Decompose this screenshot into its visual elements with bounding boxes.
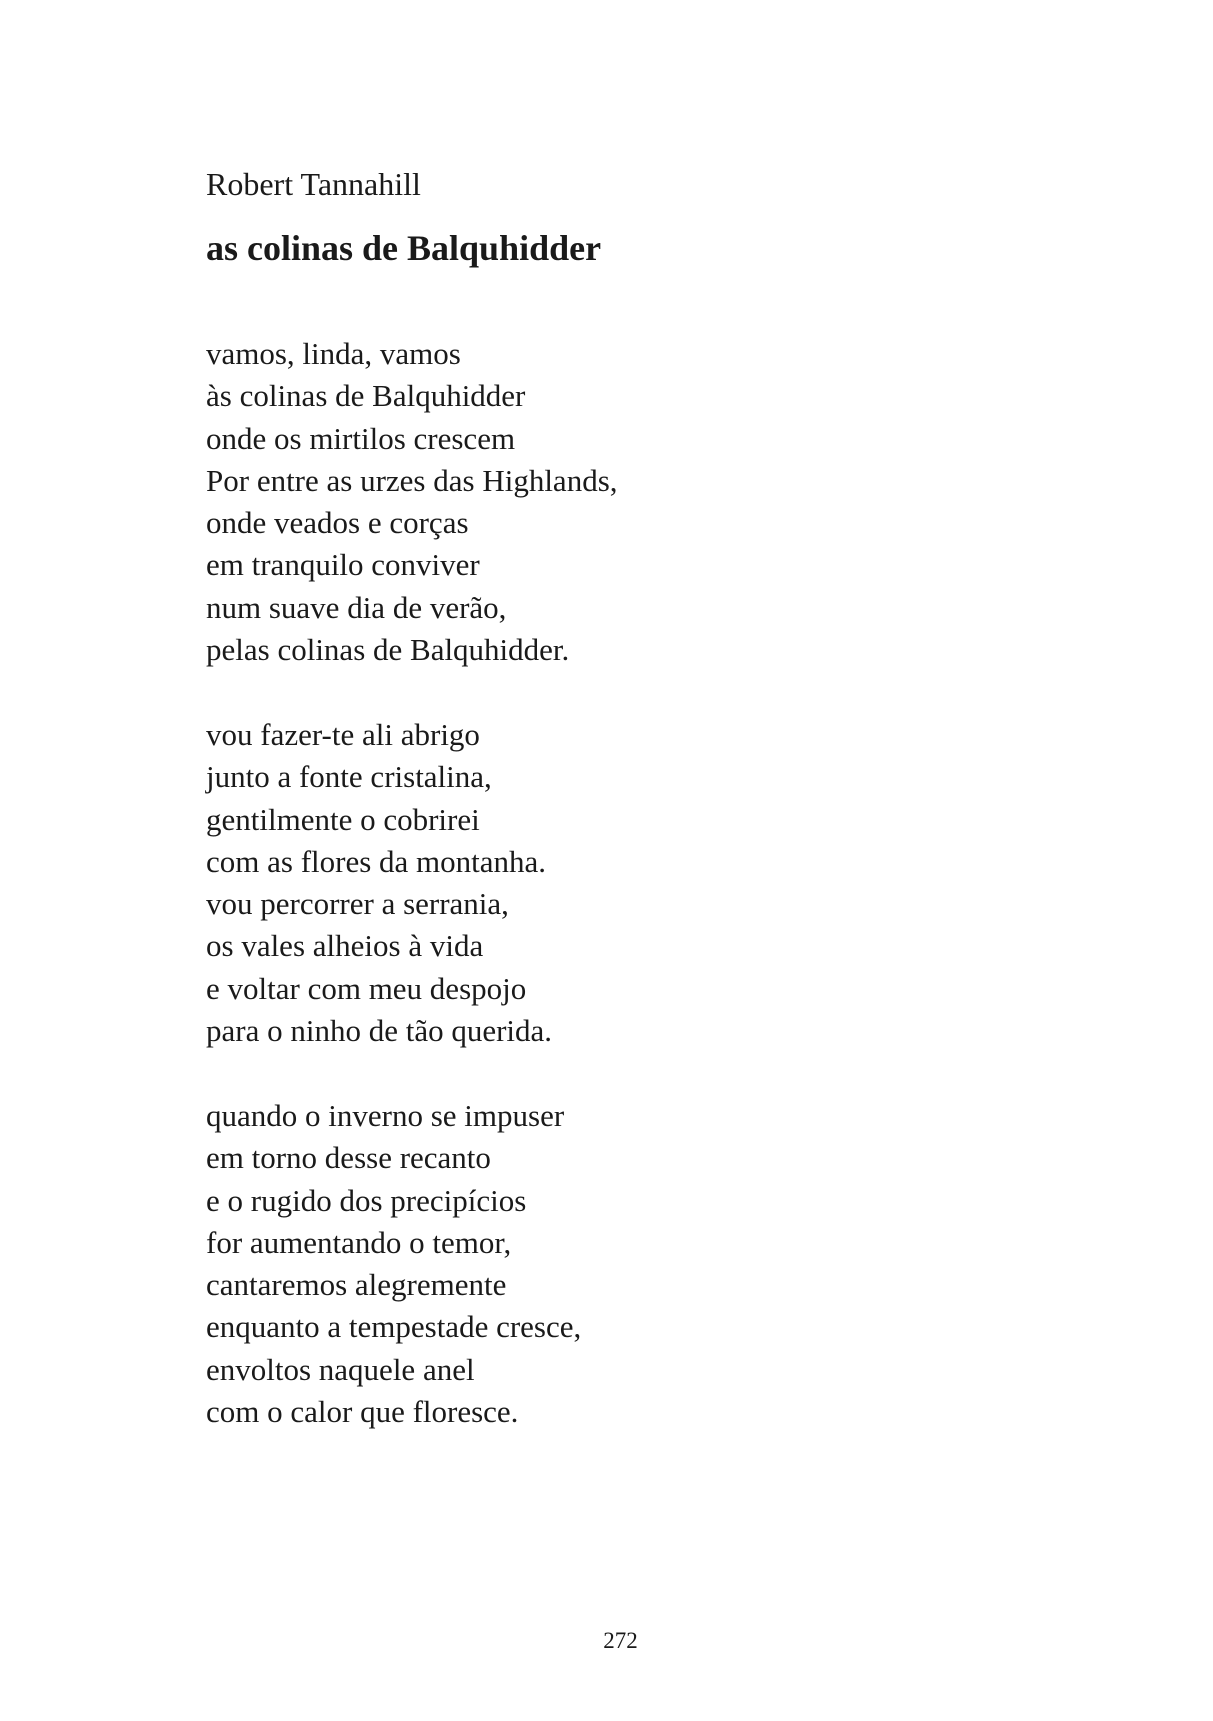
stanza-3 (206, 1095, 581, 1433)
poem-line: e o rugido dos precipícios (206, 1182, 527, 1218)
poem-line: os vales alheios à vida (206, 928, 484, 964)
poem-line: onde veados e corças (206, 505, 469, 541)
poem-line: em torno desse recanto (206, 1140, 491, 1176)
poem-line: pelas colinas de Balquhidder. (206, 632, 570, 668)
poem-line: junto a fonte cristalina, (206, 759, 492, 795)
poem-line: enquanto a tempestade cresce, (206, 1309, 582, 1345)
poem-line: e voltar com meu despojo (206, 970, 527, 1006)
poem-line: quando o inverno se impuser (206, 1098, 565, 1133)
poem-line: gentilmente o cobrirei (206, 801, 480, 837)
poem-line: às colinas de Balquhidder (206, 378, 526, 414)
stanza-2 (206, 714, 552, 1052)
poem-line: onde os mirtilos crescem (206, 420, 516, 456)
page-number: 272 (603, 1628, 638, 1653)
poem-author: Robert Tannahill (206, 166, 421, 202)
poem-line: envoltos naquele anel (206, 1351, 475, 1387)
poem-line: em tranquilo conviver (206, 547, 480, 583)
stanza-1 (206, 333, 618, 671)
poem-line: cantaremos alegremente (206, 1267, 507, 1303)
poem-line: Por entre as urzes das Highlands, (206, 462, 618, 498)
poem-line: para o ninho de tão querida. (206, 1013, 553, 1049)
poem-line: vou percorrer a serrania, (206, 886, 509, 922)
poem-line: for aumentando o temor, (206, 1224, 512, 1260)
poem-line: num suave dia de verão, (206, 589, 507, 625)
poem-title: as colinas de Balquhidder (206, 228, 602, 268)
poem-line: vamos, linda, vamos (206, 336, 461, 371)
poem-line: vou fazer-te ali abrigo (206, 717, 480, 752)
poem-line: com o calor que floresce. (206, 1394, 519, 1430)
poem-line: com as flores da montanha. (206, 843, 547, 879)
